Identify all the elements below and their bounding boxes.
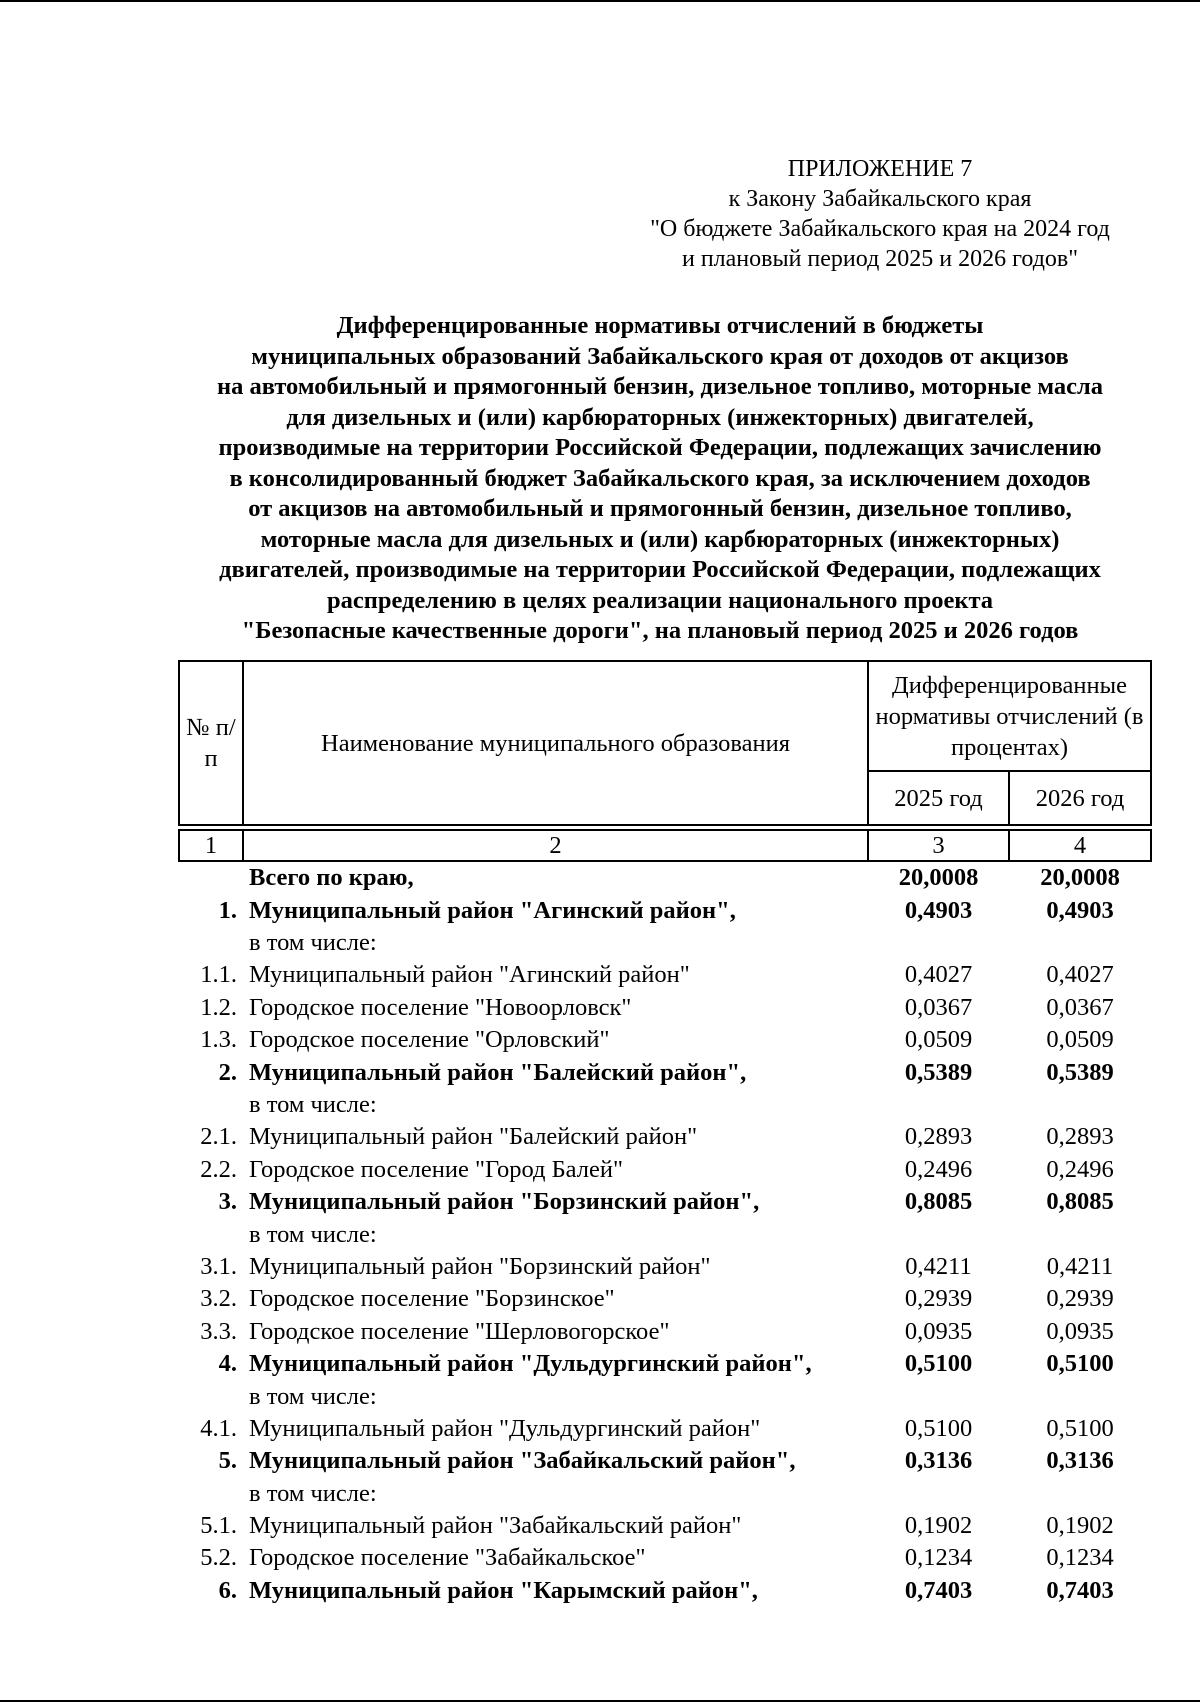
- table-row: [179, 1283, 1151, 1316]
- column-numbers-row: [179, 830, 1151, 861]
- row-value-2026: 0,4211: [1046, 1252, 1114, 1280]
- row-value-2026: 0,5389: [1046, 1058, 1114, 1086]
- row-value-2025: 0,4211: [905, 1252, 972, 1280]
- table-row: [179, 895, 1151, 928]
- row-number: [179, 927, 243, 959]
- row-value-2026: [1009, 1219, 1151, 1251]
- table-row: [179, 1478, 1151, 1510]
- row-number: 2.: [218, 1058, 237, 1086]
- title-line: от акцизов на автомобильный и прямогонный бензин, дизельное топливо,: [248, 495, 1072, 522]
- table-row: [179, 1219, 1151, 1251]
- row-number: 3.: [218, 1188, 237, 1215]
- row-number: [179, 861, 243, 895]
- row-value-2026: 0,5100: [1046, 1350, 1114, 1377]
- column-number-2: 2: [243, 830, 868, 861]
- table-row: [179, 1057, 1151, 1090]
- row-name: в том числе:: [249, 1479, 377, 1507]
- row-value-2025: 20,0008: [898, 864, 979, 891]
- table-row: [179, 1575, 1151, 1608]
- row-number: 4.1.: [200, 1414, 237, 1442]
- table-row: [179, 1510, 1151, 1543]
- row-value-2026: 0,3136: [1046, 1447, 1114, 1474]
- header-year-2026: 2026 год: [1009, 771, 1151, 825]
- row-number: 3.1.: [200, 1252, 237, 1280]
- row-value-2026: [1009, 1381, 1151, 1413]
- row-number: 1.2.: [200, 993, 237, 1021]
- row-name: Муниципальный район "Агинский район": [249, 961, 690, 988]
- table-row: [179, 861, 1151, 895]
- top-border-line: [0, 0, 1200, 2]
- row-value-2025: [868, 927, 1009, 959]
- row-number: 1.1.: [200, 961, 237, 988]
- title-line: Дифференцированные нормативы отчислений в бюджеты: [336, 312, 984, 339]
- row-value-2025: 0,0367: [904, 993, 973, 1021]
- row-number: 5.2.: [200, 1544, 237, 1571]
- table-row: [179, 1381, 1151, 1413]
- row-value-2025: [868, 1478, 1009, 1510]
- row-name: Городское поселение "Шерловогорское": [249, 1317, 670, 1345]
- row-number: [179, 1089, 243, 1121]
- table-row: [179, 1186, 1151, 1219]
- row-name: Муниципальный район "Борзинский район": [249, 1252, 711, 1280]
- row-value-2026: [1009, 1478, 1151, 1510]
- table-header-row: [179, 661, 1151, 771]
- row-name: Городское поселение "Новоорловск": [249, 993, 632, 1021]
- row-value-2026: 0,0935: [1046, 1317, 1114, 1345]
- row-value-2025: 0,0509: [904, 1026, 973, 1053]
- row-value-2025: [868, 1219, 1009, 1251]
- row-value-2026: 0,0367: [1046, 993, 1114, 1021]
- row-value-2025: 0,5100: [904, 1350, 973, 1377]
- table-row: [179, 1316, 1151, 1349]
- row-value-2025: 0,1234: [904, 1544, 973, 1571]
- row-name: в том числе:: [249, 929, 377, 956]
- row-name: Муниципальный район "Карымский район",: [249, 1576, 758, 1604]
- table-row: [179, 1251, 1151, 1284]
- title-line: в консолидированный бюджет Забайкальского края, за исключением доходов: [229, 464, 1091, 492]
- row-name: в том числе:: [249, 1220, 377, 1248]
- table-row: [179, 1413, 1151, 1446]
- header-year-2025: 2025 год: [868, 771, 1009, 825]
- row-number: 2.2.: [200, 1155, 237, 1183]
- row-name: Городское поселение "Забайкальское": [249, 1544, 646, 1571]
- title-line: моторные масла для дизельных и (или) карбюраторных (инжекторных): [260, 525, 1060, 553]
- row-number: [179, 1478, 243, 1510]
- row-name: Муниципальный район "Забайкальский район": [249, 1511, 742, 1539]
- appendix-law-title: "О бюджете Забайкальского края на 2024 год: [650, 216, 1110, 242]
- column-number-3: 3: [868, 830, 1009, 861]
- row-name: Всего по краю,: [249, 864, 414, 891]
- row-value-2026: 0,2496: [1046, 1155, 1114, 1183]
- title-line: производимые на территории Российской Федерации, подлежащих зачислению: [218, 434, 1102, 461]
- row-value-2025: 0,4027: [904, 961, 973, 988]
- title-line: для дизельных и (или) карбюраторных (инжекторных) двигателей,: [286, 403, 1034, 431]
- row-number: 2.1.: [200, 1123, 237, 1150]
- title-line: "Безопасные качественные дороги", на плановый период 2025 и 2026 годов: [241, 617, 1079, 644]
- title-line: двигателей, производимые на территории Российской Федерации, подлежащих: [219, 556, 1101, 583]
- row-number: 4.: [218, 1350, 237, 1377]
- row-value-2026: 0,1234: [1046, 1544, 1114, 1571]
- column-number-1: 1: [179, 830, 243, 861]
- appendix-law-period: и плановый период 2025 и 2026 годов": [681, 246, 1079, 272]
- row-name: Муниципальный район "Дульдургинский район": [249, 1414, 761, 1442]
- table-row: [179, 927, 1151, 959]
- row-name: в том числе:: [249, 1382, 377, 1410]
- row-name: Муниципальный район "Балейский район",: [249, 1058, 747, 1086]
- row-value-2026: [1009, 1089, 1151, 1121]
- title-line: муниципальных образований Забайкальского края от доходов от акцизов: [251, 342, 1069, 370]
- table-row: [179, 959, 1151, 992]
- row-value-2026: 0,2893: [1046, 1123, 1114, 1150]
- header-name: Наименование муниципального образования: [243, 661, 868, 825]
- appendix-law-ref: к Закону Забайкальского края: [728, 186, 1032, 212]
- row-value-2026: 20,0008: [1040, 864, 1120, 891]
- table-row: [179, 1445, 1151, 1478]
- row-value-2025: 0,8085: [904, 1188, 973, 1215]
- row-number: 3.2.: [200, 1285, 237, 1312]
- row-value-2025: [868, 1381, 1009, 1413]
- row-name: Городское поселение "Город Балей": [249, 1155, 623, 1183]
- row-value-2026: 0,7403: [1046, 1576, 1114, 1604]
- norms-table: [178, 660, 1152, 1607]
- row-value-2025: 0,2496: [904, 1155, 973, 1183]
- row-value-2026: 0,5100: [1046, 1414, 1114, 1442]
- row-value-2026: [1009, 927, 1151, 959]
- table-row: [179, 1542, 1151, 1575]
- title-line: на автомобильный и прямогонный бензин, дизельное топливо, моторные масла: [216, 373, 1104, 400]
- row-number: 5.: [218, 1447, 237, 1474]
- title-line: распределению в целях реализации национального проекта: [326, 586, 994, 614]
- row-number: [179, 1219, 243, 1251]
- row-value-2025: 0,5389: [904, 1058, 973, 1086]
- row-name: Муниципальный район "Балейский район": [249, 1123, 698, 1150]
- row-value-2026: 0,0509: [1046, 1026, 1114, 1053]
- header-number: № п/п: [179, 661, 243, 825]
- row-name: Муниципальный район "Забайкальский район",: [249, 1447, 796, 1474]
- row-value-2026: 0,4903: [1046, 896, 1114, 924]
- row-value-2025: [868, 1089, 1009, 1121]
- document-title: [160, 311, 1160, 647]
- column-number-4: 4: [1009, 830, 1151, 861]
- table-row: [179, 1024, 1151, 1057]
- row-value-2026: 0,1902: [1046, 1511, 1114, 1539]
- row-name: Городское поселение "Орловский": [249, 1026, 610, 1053]
- table-row: [179, 1121, 1151, 1154]
- appendix-number: ПРИЛОЖЕНИЕ 7: [787, 156, 973, 182]
- appendix-header: [590, 154, 1170, 274]
- row-value-2025: 0,7403: [904, 1576, 973, 1604]
- row-number: 1.: [218, 896, 237, 924]
- row-value-2025: 0,5100: [904, 1414, 973, 1442]
- row-value-2025: 0,3136: [904, 1447, 973, 1474]
- row-number: [179, 1381, 243, 1413]
- row-name: Муниципальный район "Агинский район",: [249, 896, 736, 924]
- table-row: [179, 1089, 1151, 1121]
- row-value-2025: 0,2939: [904, 1285, 973, 1312]
- row-number: 5.1.: [200, 1511, 237, 1539]
- table-row: [179, 1348, 1151, 1381]
- row-value-2026: 0,8085: [1046, 1188, 1114, 1215]
- row-value-2025: 0,4903: [904, 896, 973, 924]
- table-row: [179, 992, 1151, 1025]
- header-norms: Дифференцированные нормативы отчислений (в процентах): [868, 661, 1151, 771]
- row-name: в том числе:: [249, 1091, 377, 1118]
- table-row: [179, 1154, 1151, 1187]
- row-number: 3.3.: [200, 1317, 237, 1345]
- row-value-2026: 0,2939: [1046, 1285, 1114, 1312]
- row-name: Городское поселение "Борзинское": [249, 1285, 615, 1312]
- row-value-2026: 0,4027: [1046, 961, 1114, 988]
- row-value-2025: 0,0935: [904, 1317, 973, 1345]
- row-name: Муниципальный район "Дульдургинский район",: [249, 1350, 812, 1377]
- row-value-2025: 0,1902: [904, 1511, 973, 1539]
- row-number: 1.3.: [200, 1026, 237, 1053]
- row-number: 6.: [218, 1576, 237, 1604]
- row-value-2025: 0,2893: [904, 1123, 973, 1150]
- row-name: Муниципальный район "Борзинский район",: [249, 1188, 760, 1215]
